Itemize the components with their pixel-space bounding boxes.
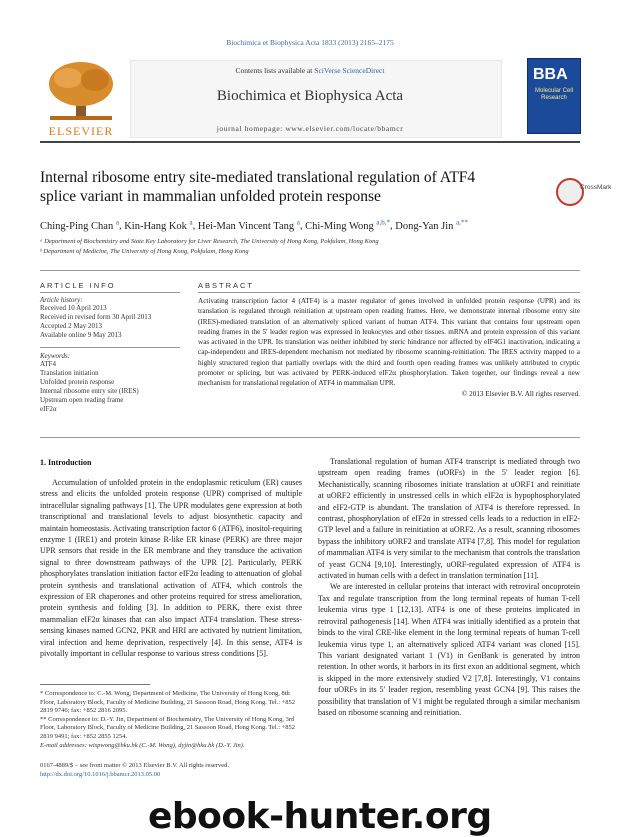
body-right-column [318,456,580,718]
doi-link[interactable]: http://dx.doi.org/10.1016/j.bbamcr.2013.05.00 [40,770,161,778]
history-online: Available online 9 May 2013 [40,331,122,339]
keyword: Internal ribosome entry site (IRES) [40,387,139,395]
journal-title: Biochimica et Biophysica Acta [216,88,404,104]
keyword: ATF4 [40,360,56,368]
sciencedirect-link[interactable]: SciVerse ScienceDirect [314,66,385,75]
author-2[interactable]: Kin-Hang Kok $^a$ [124,218,193,232]
keyword: Unfolded protein response [40,378,115,386]
keywords-label: Keywords: [40,352,71,360]
publisher-logo-text: ELSEVIER [48,124,114,138]
history-label: Article history: [40,296,83,304]
abstract-divider [40,437,580,438]
author-4[interactable]: Chi-Ming Wong $^{a,b,*}$ [305,218,391,232]
author-1[interactable]: Ching-Ping Chan $^a$ [40,218,119,232]
abstract-copyright: © 2013 Elsevier B.V. All rights reserved. [461,389,580,398]
crossmark-label: CrossMark [580,184,612,191]
author-list: Ching-Ping Chan $^a$, Kin-Hang Kok $^a$, Hei-Man Vincent Tang $^a$, Chi-Ming Wong $^{a,b,*}$, Dong-Yan Jin $^{a,**}$ [40,218,468,232]
issn-text: 0167-4889/$ – see front matter © 2013 Elsevier B.V. All rights reserved. [40,762,229,769]
journal-cover-logo: BBA [533,66,568,83]
abstract-rule [198,292,580,293]
history-received: Received 10 April 2013 [40,304,107,312]
article-info-rule [40,292,180,293]
journal-cover-subtitle: Molecular Cell Research [534,88,573,101]
article-info-heading: ARTICLE INFO [40,281,116,290]
article-title: Internal ribosome entry site-mediated translational regulation of ATF4 splice variant in mammalian unfolded protein response [40,169,476,205]
paragraph: We are interested in cellular proteins that interact with retroviral oncoprotein Tax and regulate transcription from the long terminal repeats of human T-cell leukemia virus type 1 [12,13]. ATF4 is one of these proteins implicated in retroviral pathogenesis [14]. When ATF4 was initially identified as a protein that binds to the viral CRE-like element in the long terminal repeats of human T-cell leukemia virus type 1, an alternatively spliced ATF4 variant was cloned [15]. This variant designated variant 1 (V1) in GenBank is generated by intron retention. In other words, it harbors in its first exon an additional segment, which is skipped in the more extensively studied V2 [7,8]. Interestingly, V1 contains four uORFs in its 5′ leader region, resembling yeast GCN4 [9]. This raises the possibility that translation of V1 might be regulated through a similar mechanism based on ribosome scanning and reinitiation. [318,582,580,717]
affiliation-b: ᵇ Department of Medicine, The University of Hong Kong, Pokfulam, Hong Kong [40,248,249,255]
contents-line: Contents lists available at SciVerse ScienceDirect [235,66,385,75]
keyword: eIF2α [40,405,57,413]
watermark: ebook-hunter.org [148,796,492,837]
paragraph: Translational regulation of human ATF4 transcript is mediated through two upstream open reading frames (uORFs) in the 5′ leader region [6]. Mechanistically, scanning ribosomes initiate translation at uORF1 and reinitiate at uORF2 efficiently in unstressed cells in which eIF2α is hypophosphorylated and eIF2-GTP is abundant. The translation of ATF4 is therefore repressed. In contrast, phosphorylation of eIF2α in stressed cells leads to a reduction in eIF2-GTP level and a failure in reinitiation at uORF2. As a result, scanning ribosomes bypass the inhibitory uORF2 and translate ATF4 [7,8]. This model for regulation of mammalian ATF4 is very similar to the mechanism that controls the translation of yeast GCN4 [9,10]. Interestingly, uORF-regulated expression of ATF4 is activated in human cells with a defect in translation termination [11]. [318,457,580,581]
running-head: Biochimica et Biophysica Acta 1833 (2013) 2165–2175 [226,38,394,47]
journal-homepage[interactable]: journal homepage: www.elsevier.com/locate/bbamcr [216,124,404,133]
footnote-emails: E-mail addresses: wispwong@hku.hk (C.-M. Wong), dyjin@hku.hk (D.-Y. Jin). [40,741,245,749]
affiliation-divider [40,270,580,271]
header-divider [40,141,580,143]
author-5[interactable]: Dong-Yan Jin $^{a,**}$ [395,218,468,232]
history-accepted: Accepted 2 May 2013 [40,322,103,330]
affiliation-a: ᵃ Department of Biochemistry and State Key Laboratory for Liver Research, The University of Hong Kong, Pokfulam, Hong Kong [40,238,379,245]
history-divider [40,347,180,348]
abstract-heading: ABSTRACT [198,281,255,290]
history-revised: Received in revised form 30 April 2013 [40,313,152,321]
keyword: Upstream open reading frame [40,396,124,404]
keyword: Translation initiation [40,369,99,377]
body-left-column [40,477,302,660]
article-history [40,296,190,340]
author-3[interactable]: Hei-Man Vincent Tang $^a$ [197,218,300,232]
footnote-correspondence-1: * Correspondence to: C.-M. Wong, Department of Medicine, The University of Hong Kong, 8th Floor, Laboratory Block, Faculty of Medicine Building, 21 Sassoon Road, Hong Kong. Tel.: +852 2819 9746; fax: +852 2816 2095. [40,690,296,715]
abstract-text: Activating transcription factor 4 (ATF4) is a master regulator of genes involved in unfolded protein response (UPR) and its translation is regulated through reinitiation at upstream open reading frames. Here, we demonstrate internal ribosome entry site (IRES)-mediated translation of an alternatively spliced variant of human ATF4. This variant that contains four upstream open reading frames in the 5′ leader region was expressed in leukocytes and other tissues. mRNA and protein expression of this variant was activated in the UPR. Its translation was neither inhibited by steric hindrance nor affected by eIF4G1 inactivation, indicating a cap-independent and IRES-dependent mechanism not mediated by ribosome scanning-reinitiation. The IRES activity mapped to a highly structured region that partially overlaps with the third and fourth open reading frames was unlikely attributed to cryptic promoter or splicing, but was activated by PERK-induced eIF2α phosphorylation. Taken together, our findings reveal a new mechanism for translational regulation of ATF4 in mammalian UPR. [198,297,580,388]
footnote-correspondence-2: ** Correspondence to: D.-Y. Jin, Department of Biochemistry, The University of Hong Kong, 3rd Floor, Laboratory Block, Faculty of Medicine Building, 21 Sassoon Road, Hong Kong. Tel.: +852 2819 9491; fax: +852 2855 1254. [40,715,296,740]
footnote-divider [40,684,150,685]
section-heading-introduction: 1. Introduction [40,458,92,467]
footnotes [40,690,302,750]
front-matter-line [40,762,302,779]
crossmark-icon[interactable] [556,178,584,206]
paragraph: Accumulation of unfolded protein in the endoplasmic reticulum (ER) causes stress and elicits the unfolded protein response (UPR) comprised of multiple intracellular signaling pathways [1]. The UPR modulates gene expression at both transcriptional and translational levels to adjust biosynthetic capacity and maintain homeostasis. Activating transcription factor 6 (ATF6), inositol-requiring enzyme 1 (IRE1) and protein kinase R-like ER kinase (PERK) are three major UPR sensors that reside in the ER membrane and they transduce the activation signal to three downstream pathways of the UPR [2]. Particularly, PERK phosphorylates translation initiation factor eIF2α leading to attenuation of global protein synthesis and translational activation of ATF4, which controls the expression of ER chaperones and other proteins required for stress amelioration, protein synthesis and folding [3]. In addition to PERK, there exist three mammalian eIF2α kinases that can also impact ATF4 translation. These stress-sensing kinases named GCN2, PKR and HRI are activated by nutrient limitation, viral infection and heme deprivation, respectively [4]. In this sense, ATF4 is pivotally important in cellular response to various stress conditions [5]. [40,478,302,659]
keyword-list [40,352,190,414]
abstract-body [198,296,580,399]
